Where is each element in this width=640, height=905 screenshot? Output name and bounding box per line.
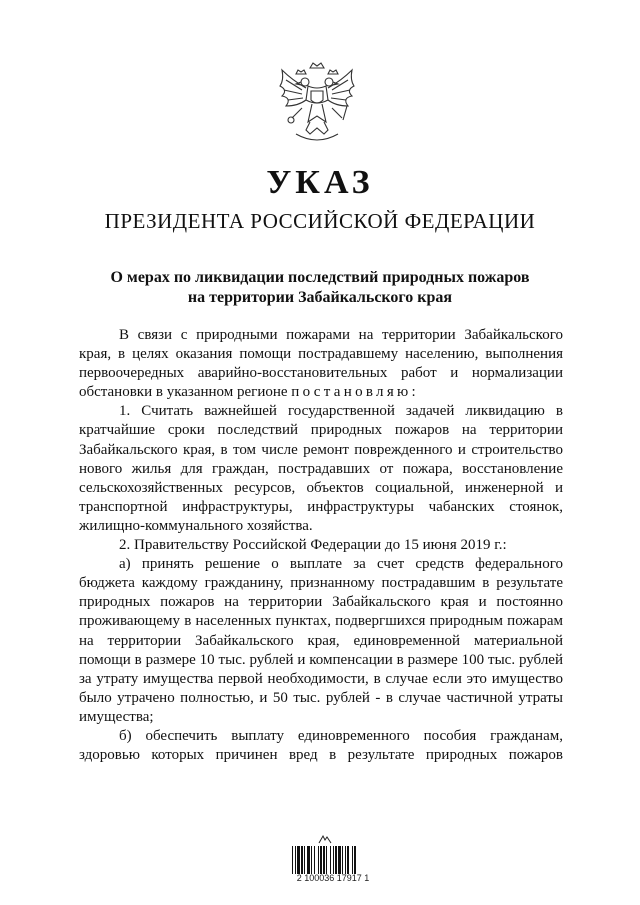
- barcode-icon: [292, 846, 370, 874]
- paragraph-2a: а) принять решение о выплате за счет средств федерального бюджета каждому гражданину, признанному пострадавшим в результате природных пожаров на территории Забайкальского края и постоянно проживающему в населенных пунктах, подвергшихся природным пожарам на территории Забайкальского края, единовременной материальной помощи в размере 10 тыс. рублей и компенсации в размере 100 тыс. рублей за утрату имущества первой необходимости, в случае если это имущество было утрачено полностью, и 50 тыс. рублей - в случае частичной утраты имущества;: [79, 556, 563, 725]
- coat-of-arms-emblem: [272, 60, 362, 146]
- heading-line-1: О мерах по ликвидации последствий природных пожаров: [110, 269, 530, 286]
- paragraph-preamble: [79, 326, 563, 402]
- document-subtitle: ПРЕЗИДЕНТА РОССИЙСКОЙ ФЕДЕРАЦИИ: [104, 209, 536, 233]
- decree-heading: [60, 268, 580, 308]
- decree-body: [79, 326, 563, 765]
- barcode-number: 2 100036 17917 1: [296, 873, 370, 883]
- heading-line-2: на территории Забайкальского края: [187, 289, 453, 306]
- preamble-end: :: [411, 384, 416, 401]
- paragraph-1: 1. Считать важнейшей государственной задачей ликвидацию в кратчайшие сроки последствий природных пожаров на территории Забайкальского края, в том числе ремонт поврежденного и строительство нового жилья для граждан, пострадавших от пожара, восстановление сельскохозяйственных ресурсов, объектов социальной, инженерной и транспортной инфраструктуры, инфраструктуры чабанских стоянок, жилищно-коммунального хозяйства.: [79, 403, 563, 534]
- document-title: УКАЗ: [266, 164, 374, 201]
- paragraph-2b: б) обеспечить выплату единовременного пособия гражданам, здоровью которых причинен вред в результате природных пожаров: [79, 727, 563, 764]
- paragraph-2: 2. Правительству Российской Федерации до 15 июня 2019 г.:: [119, 537, 507, 554]
- preamble-emphasis: постановляю: [291, 384, 412, 401]
- preamble-text: В связи с природными пожарами на территории Забайкальского края, в целях оказания помощи пострадавшему населению, выполнения первоочередных аварийно-восстановительных работ и нормализации обстановки в указанном регионе: [79, 327, 563, 401]
- print-mark-icon: [318, 834, 332, 844]
